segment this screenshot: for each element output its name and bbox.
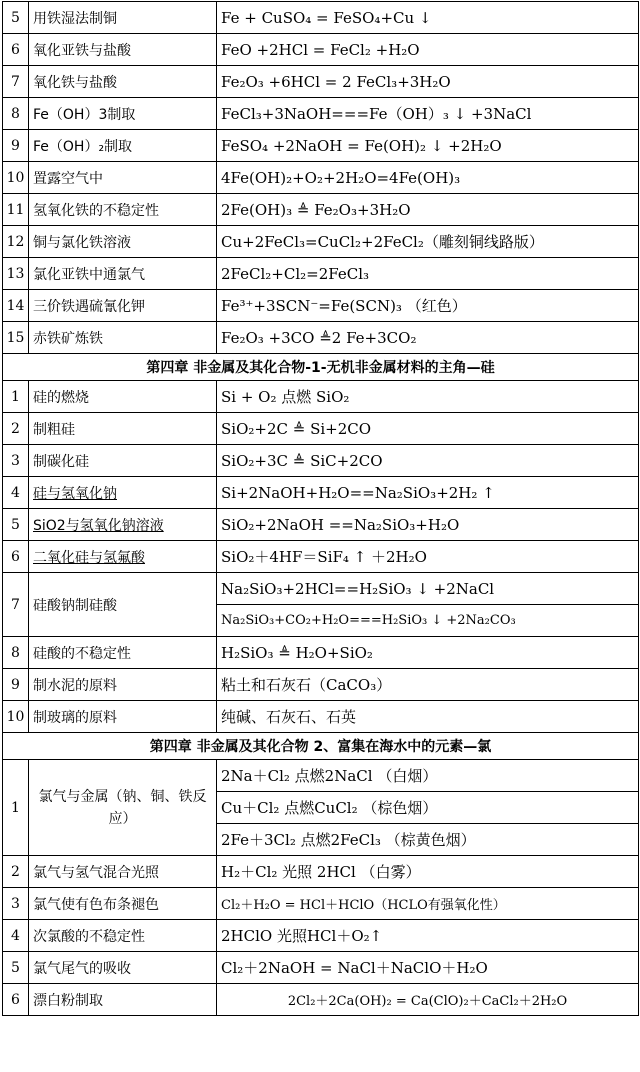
reaction-name: 置露空气中 xyxy=(29,162,217,194)
table-row xyxy=(3,573,639,605)
reaction-name: 氢氧化铁的不稳定性 xyxy=(29,194,217,226)
row-number: 2 xyxy=(3,413,29,445)
table-row xyxy=(3,258,639,290)
table-row xyxy=(3,162,639,194)
row-number: 2 xyxy=(3,856,29,888)
reaction-name: 铜与氯化铁溶液 xyxy=(29,226,217,258)
reaction-equation: FeO +2HCl = FeCl₂ +H₂O xyxy=(217,34,639,66)
row-number: 15 xyxy=(3,322,29,354)
row-number: 5 xyxy=(3,952,29,984)
reaction-equation: Cl₂＋2NaOH = NaCl＋NaClO＋H₂O xyxy=(217,952,639,984)
row-number: 9 xyxy=(3,669,29,701)
reaction-name: 三价铁遇硫氰化钾 xyxy=(29,290,217,322)
row-number: 5 xyxy=(3,2,29,34)
table-row xyxy=(3,194,639,226)
table-row xyxy=(3,701,639,733)
reaction-name: 赤铁矿炼铁 xyxy=(29,322,217,354)
reaction-equation: Cu+2FeCl₃=CuCl₂+2FeCl₂（雕刻铜线路版） xyxy=(217,226,639,258)
reaction-equation: Fe³⁺+3SCN⁻=Fe(SCN)₃ （红色） xyxy=(217,290,639,322)
reaction-name xyxy=(29,477,217,509)
chapter-title-chlorine: 第四章 非金属及其化合物 2、富集在海水中的元素—氯 xyxy=(3,733,639,760)
reaction-equation: 2Fe＋3Cl₂ 点燃2FeCl₃ （棕黄色烟） xyxy=(217,824,639,856)
row-number: 6 xyxy=(3,541,29,573)
reaction-equation: FeCl₃+3NaOH===Fe（OH）₃ ↓ +3NaCl xyxy=(217,98,639,130)
reaction-name: 制碳化硅 xyxy=(29,445,217,477)
reaction-name xyxy=(29,541,217,573)
reaction-table xyxy=(2,1,639,1016)
reaction-equation: 2FeCl₂+Cl₂=2FeCl₃ xyxy=(217,258,639,290)
reaction-name-text: SiO2与氢氧化钠溶液 xyxy=(33,517,164,534)
reaction-equation: Si + O₂ 点燃 SiO₂ xyxy=(217,381,639,413)
reaction-equation: Si+2NaOH+H₂O==Na₂SiO₃+2H₂ ↑ xyxy=(217,477,639,509)
reaction-name: 氯气与氢气混合光照 xyxy=(29,856,217,888)
table-row xyxy=(3,509,639,541)
table-row xyxy=(3,920,639,952)
reaction-equation: Cl₂＋H₂O = HCl＋HClO（HCLO有强氧化性） xyxy=(217,888,639,920)
reaction-equation: SiO₂+3C ≜ SiC+2CO xyxy=(217,445,639,477)
reaction-name: Fe（OH）3制取 xyxy=(29,98,217,130)
reaction-name: 用铁湿法制铜 xyxy=(29,2,217,34)
table-row xyxy=(3,477,639,509)
table-row xyxy=(3,760,639,792)
row-number: 9 xyxy=(3,130,29,162)
row-number: 1 xyxy=(3,381,29,413)
row-number: 3 xyxy=(3,445,29,477)
table-row xyxy=(3,322,639,354)
row-number: 4 xyxy=(3,477,29,509)
row-number: 7 xyxy=(3,573,29,637)
row-number: 8 xyxy=(3,637,29,669)
reaction-name: 氯气尾气的吸收 xyxy=(29,952,217,984)
table-row xyxy=(3,98,639,130)
table-row xyxy=(3,290,639,322)
reaction-name: 硅的燃烧 xyxy=(29,381,217,413)
chapter-row xyxy=(3,354,639,381)
table-row xyxy=(3,952,639,984)
reaction-name: 氧化亚铁与盐酸 xyxy=(29,34,217,66)
reaction-name: 次氯酸的不稳定性 xyxy=(29,920,217,952)
table-row xyxy=(3,66,639,98)
row-number: 1 xyxy=(3,760,29,856)
reaction-equation: SiO₂＋4HF＝SiF₄ ↑ ＋2H₂O xyxy=(217,541,639,573)
reaction-name: 硅酸的不稳定性 xyxy=(29,637,217,669)
table-row xyxy=(3,541,639,573)
reaction-equation: Cu＋Cl₂ 点燃CuCl₂ （棕色烟） xyxy=(217,792,639,824)
table-row xyxy=(3,226,639,258)
row-number: 3 xyxy=(3,888,29,920)
reaction-equation: H₂＋Cl₂ 光照 2HCl （白雾） xyxy=(217,856,639,888)
reaction-equation: 2Na＋Cl₂ 点燃2NaCl （白烟） xyxy=(217,760,639,792)
reaction-equation: 2HClO 光照HCl＋O₂↑ xyxy=(217,920,639,952)
table-row xyxy=(3,445,639,477)
reaction-equation: Na₂SiO₃+2HCl==H₂SiO₃ ↓ +2NaCl xyxy=(217,573,639,605)
row-number: 7 xyxy=(3,66,29,98)
reaction-equation: 粘土和石灰石（CaCO₃） xyxy=(217,669,639,701)
chapter-title-silicon: 第四章 非金属及其化合物-1-无机非金属材料的主角—硅 xyxy=(3,354,639,381)
row-number: 6 xyxy=(3,984,29,1016)
reaction-equation: Na₂SiO₃+CO₂+H₂O===H₂SiO₃ ↓ +2Na₂CO₃ xyxy=(217,605,639,637)
row-number: 10 xyxy=(3,701,29,733)
reaction-equation: 2Fe(OH)₃ ≜ Fe₂O₃+3H₂O xyxy=(217,194,639,226)
reaction-equation: 2Cl₂＋2Ca(OH)₂ = Ca(ClO)₂＋CaCl₂＋2H₂O xyxy=(217,984,639,1016)
table-row xyxy=(3,669,639,701)
reaction-name: 氯气使有色布条褪色 xyxy=(29,888,217,920)
reaction-equation: Fe + CuSO₄ = FeSO₄+Cu ↓ xyxy=(217,2,639,34)
reaction-name xyxy=(29,509,217,541)
table-row xyxy=(3,34,639,66)
reaction-name: 制水泥的原料 xyxy=(29,669,217,701)
table-row xyxy=(3,856,639,888)
reaction-name: 制粗硅 xyxy=(29,413,217,445)
reaction-equation: SiO₂+2NaOH ==Na₂SiO₃+H₂O xyxy=(217,509,639,541)
reaction-equation: Fe₂O₃ +3CO ≜2 Fe+3CO₂ xyxy=(217,322,639,354)
table-row xyxy=(3,984,639,1016)
reaction-name: 制玻璃的原料 xyxy=(29,701,217,733)
reaction-name: Fe（OH）₂制取 xyxy=(29,130,217,162)
reaction-name: 氯气与金属（钠、铜、铁反应） xyxy=(29,760,217,856)
reaction-name-text: 二氧化硅与氢氟酸 xyxy=(33,549,145,566)
reaction-name: 漂白粉制取 xyxy=(29,984,217,1016)
reaction-equation: Fe₂O₃ +6HCl = 2 FeCl₃+3H₂O xyxy=(217,66,639,98)
reaction-equation: 纯碱、石灰石、石英 xyxy=(217,701,639,733)
row-number: 11 xyxy=(3,194,29,226)
row-number: 5 xyxy=(3,509,29,541)
row-number: 13 xyxy=(3,258,29,290)
reaction-name: 氯化亚铁中通氯气 xyxy=(29,258,217,290)
reaction-equation: 4Fe(OH)₂+O₂+2H₂O=4Fe(OH)₃ xyxy=(217,162,639,194)
chapter-row xyxy=(3,733,639,760)
row-number: 10 xyxy=(3,162,29,194)
table-row xyxy=(3,130,639,162)
reaction-equation: FeSO₄ +2NaOH = Fe(OH)₂ ↓ +2H₂O xyxy=(217,130,639,162)
reaction-name: 硅酸钠制硅酸 xyxy=(29,573,217,637)
table-row xyxy=(3,381,639,413)
reaction-name: 氧化铁与盐酸 xyxy=(29,66,217,98)
table-row xyxy=(3,637,639,669)
reaction-equation: H₂SiO₃ ≜ H₂O+SiO₂ xyxy=(217,637,639,669)
reaction-equation: SiO₂+2C ≜ Si+2CO xyxy=(217,413,639,445)
row-number: 6 xyxy=(3,34,29,66)
table-row xyxy=(3,413,639,445)
row-number: 8 xyxy=(3,98,29,130)
table-row xyxy=(3,888,639,920)
row-number: 12 xyxy=(3,226,29,258)
row-number: 14 xyxy=(3,290,29,322)
reaction-name-text: 硅与氢氧化钠 xyxy=(33,485,117,502)
row-number: 4 xyxy=(3,920,29,952)
table-row xyxy=(3,2,639,34)
